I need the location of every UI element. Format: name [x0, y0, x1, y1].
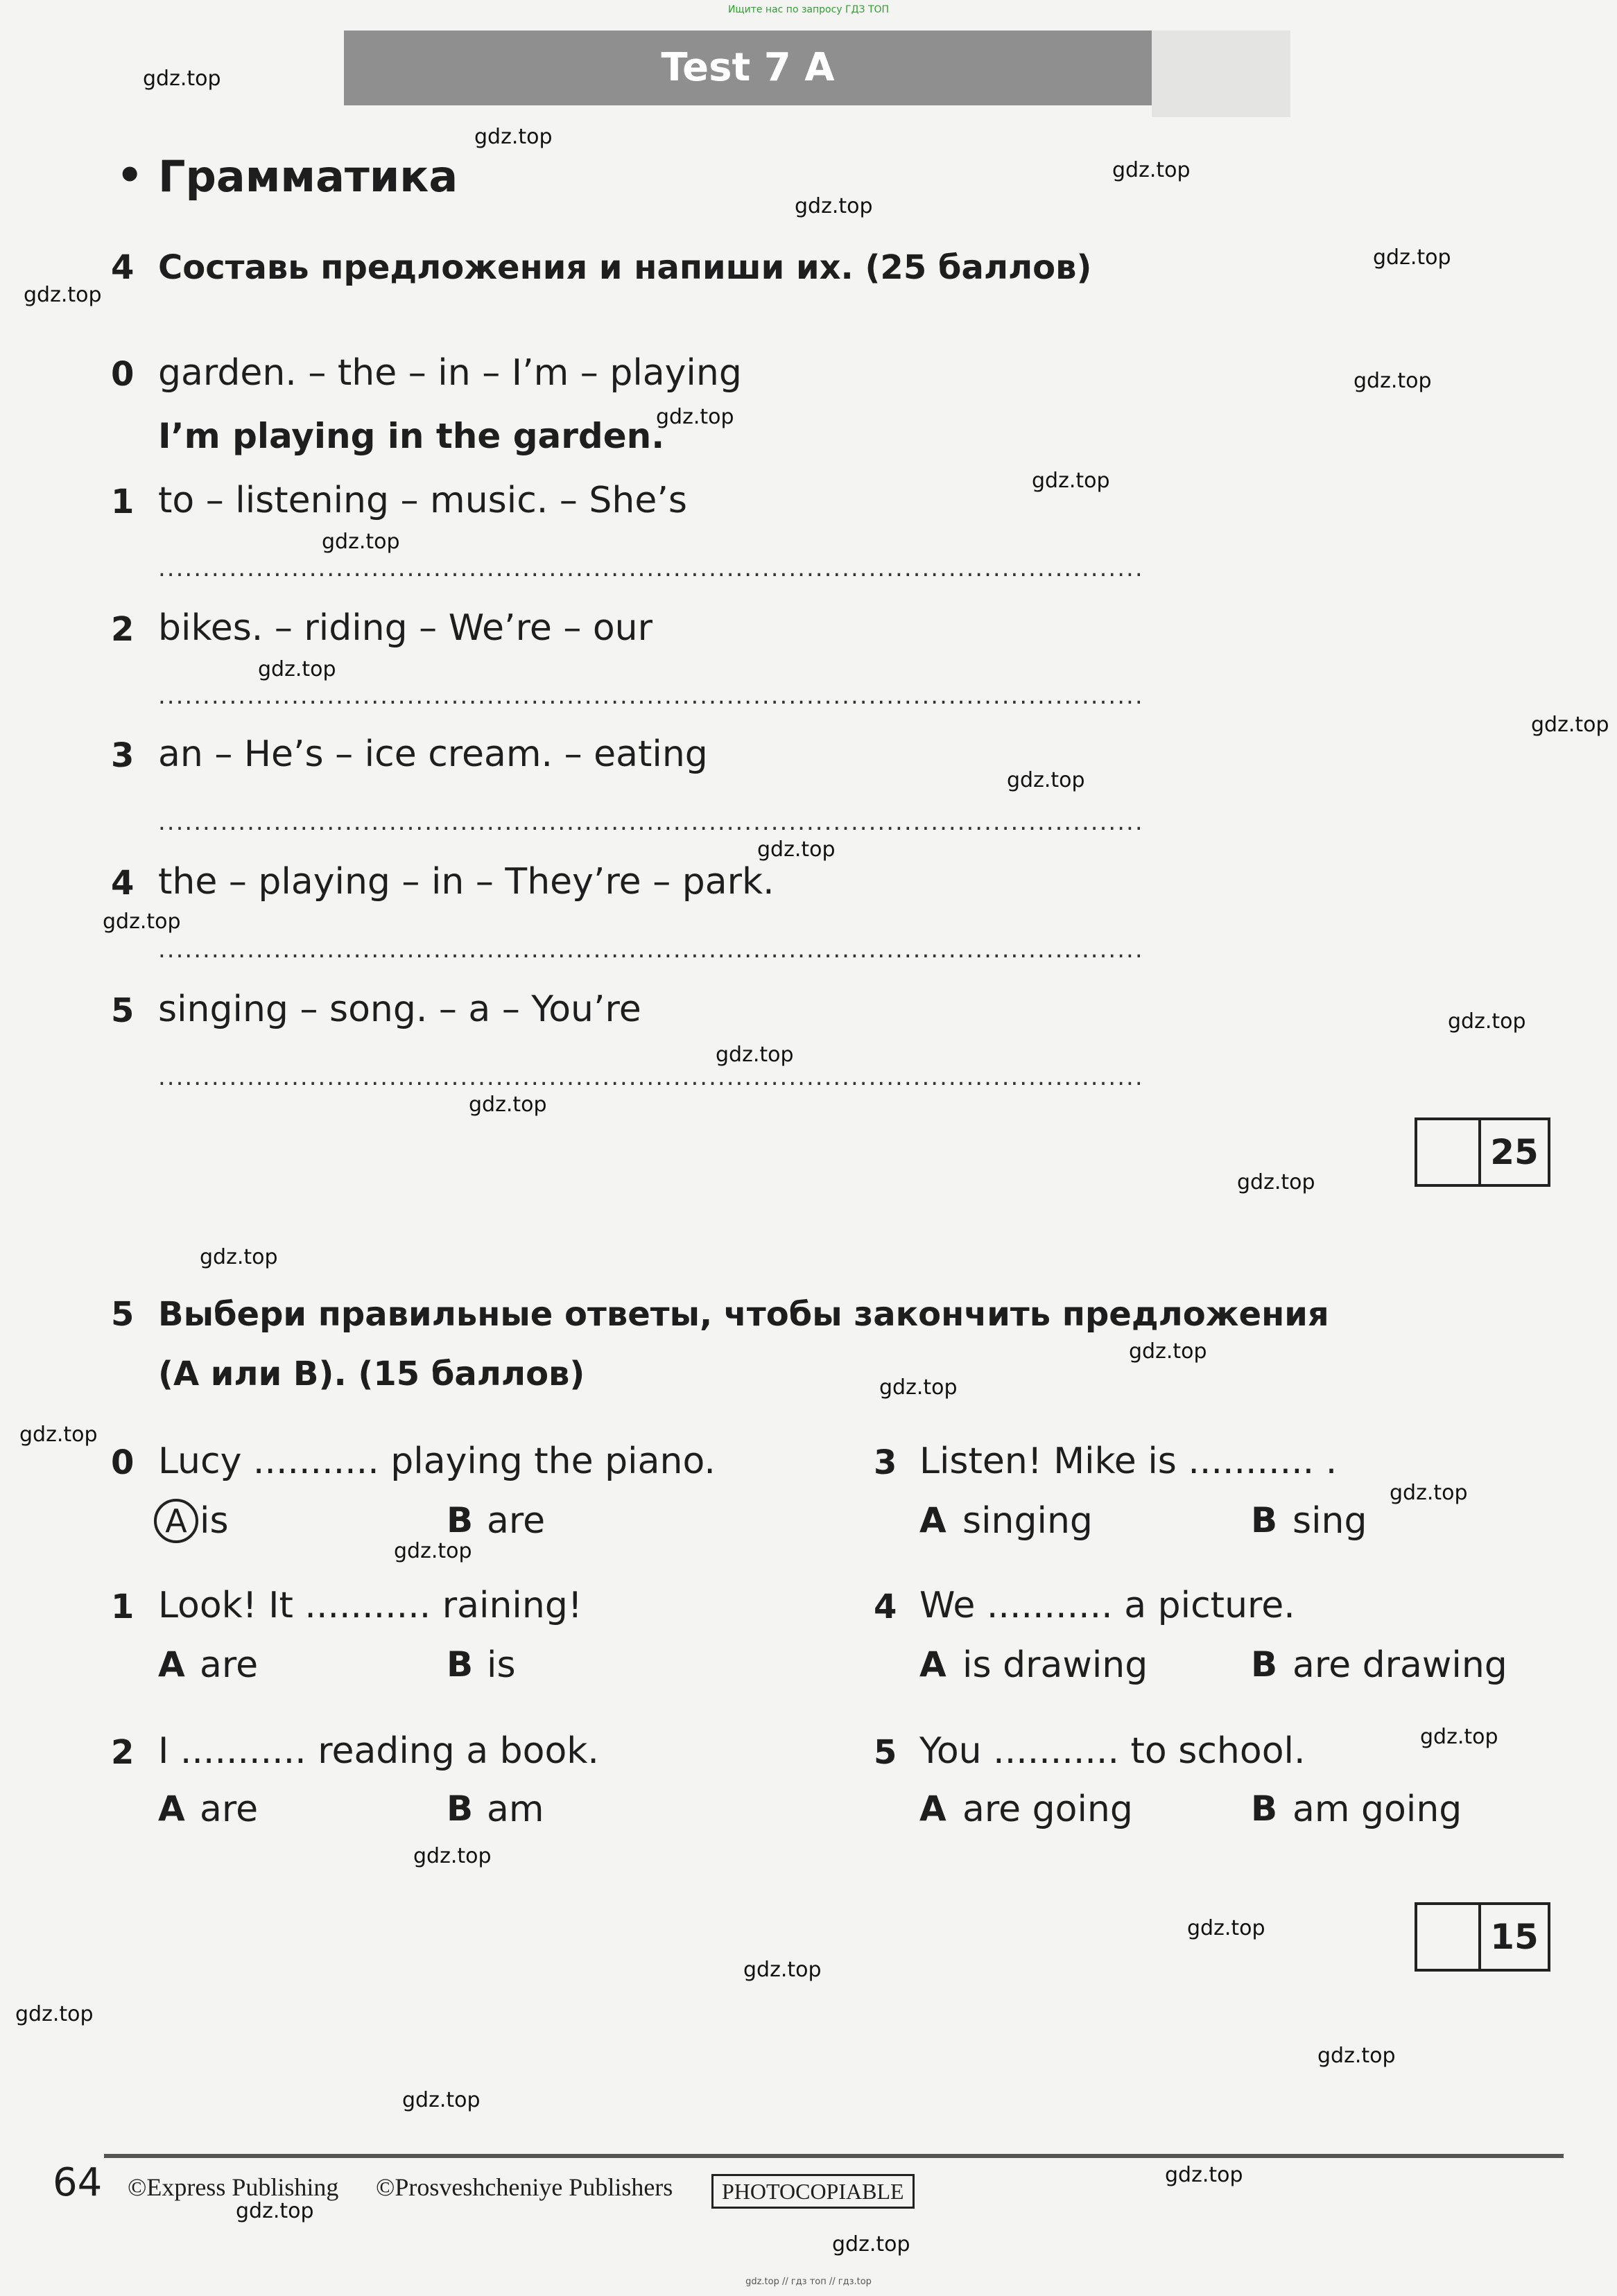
task4-number: 4 — [111, 248, 135, 287]
photocopiable-label: PHOTOCOPIABLE — [711, 2174, 915, 2209]
bottom-banner: gdz.top // гдз топ // гдз.top — [745, 2277, 872, 2287]
watermark: gdz.top — [757, 837, 836, 862]
watermark: gdz.top — [1129, 1339, 1207, 1364]
watermark: gdz.top — [795, 194, 873, 218]
watermark: gdz.top — [1373, 245, 1451, 270]
task5-item-sentence: We ........... a picture. — [919, 1585, 1295, 1626]
task4-item-words: bikes. – riding – We’re – our — [158, 607, 653, 649]
task4-title: Составь предложения и напиши их. (25 баллов) — [158, 248, 1092, 287]
test-title: Test 7 A — [344, 31, 1152, 105]
publisher-express: ©Express Publishing — [128, 2173, 339, 2201]
score-box-empty[interactable] — [1415, 1902, 1481, 1972]
task5-item-sentence: I ........... reading a book. — [158, 1730, 599, 1772]
task5-item-sentence: Lucy ........... playing the piano. — [158, 1441, 716, 1482]
task5-item-sentence: Look! It ........... raining! — [158, 1585, 582, 1626]
option-a-text: singing — [962, 1500, 1093, 1542]
watermark: gdz.top — [1354, 369, 1432, 393]
option-a-text: are — [200, 1789, 259, 1830]
watermark: gdz.top — [143, 67, 221, 91]
score-box-empty[interactable] — [1415, 1117, 1481, 1187]
task4-example-number: 0 — [111, 355, 135, 394]
section-bullet: • — [116, 151, 144, 200]
watermark: gdz.top — [236, 2199, 314, 2223]
watermark: gdz.top — [19, 1423, 98, 1447]
option-a-letter[interactable]: A — [158, 1644, 185, 1685]
option-b-text: are drawing — [1292, 1644, 1507, 1686]
task4-item-words: to – listening – music. – She’s — [158, 480, 687, 521]
watermark: gdz.top — [1420, 1725, 1498, 1749]
option-a-circled[interactable]: A — [154, 1499, 198, 1543]
option-b-text: sing — [1292, 1500, 1367, 1542]
task5-item-number: 5 — [874, 1733, 897, 1772]
watermark: gdz.top — [103, 910, 181, 934]
watermark: gdz.top — [474, 125, 553, 149]
option-b-letter[interactable]: B — [447, 1500, 474, 1540]
task5-item-number: 3 — [874, 1443, 897, 1482]
option-a-letter[interactable]: A — [919, 1789, 946, 1829]
task4-item-words: singing – song. – a – You’re — [158, 989, 641, 1030]
option-b-text: are — [487, 1500, 546, 1542]
header-shadow — [1152, 31, 1290, 117]
watermark: gdz.top — [1390, 1481, 1468, 1505]
watermark: gdz.top — [1032, 469, 1110, 493]
watermark: gdz.top — [322, 530, 400, 554]
task5-item-number: 0 — [111, 1443, 135, 1482]
option-a-letter[interactable]: A — [919, 1644, 946, 1685]
section-title: Грамматика — [158, 151, 458, 202]
watermark: gdz.top — [656, 405, 734, 429]
watermark: gdz.top — [716, 1043, 794, 1067]
watermark: gdz.top — [1007, 768, 1085, 792]
task5-item-number: 1 — [111, 1588, 135, 1626]
task4-item-number: 2 — [111, 610, 135, 649]
answer-line[interactable]: ............................................................................................................... — [158, 808, 1144, 836]
watermark: gdz.top — [15, 2002, 94, 2026]
task4-item-words: an – He’s – ice cream. – eating — [158, 733, 708, 775]
watermark: gdz.top — [469, 1093, 547, 1117]
watermark: gdz.top — [1237, 1170, 1315, 1194]
task5-title-line1: Выбери правильные ответы, чтобы закончить предложения — [158, 1295, 1329, 1334]
option-b-letter[interactable]: B — [447, 1789, 474, 1829]
option-a-text: is drawing — [962, 1644, 1148, 1686]
option-a-letter[interactable]: A — [158, 1789, 185, 1829]
footer-divider — [104, 2154, 1564, 2158]
task4-example-answer: I’m playing in the garden. — [158, 416, 665, 456]
task5-item-number: 2 — [111, 1733, 135, 1772]
task4-item-number: 4 — [111, 864, 135, 903]
watermark: gdz.top — [1187, 1916, 1265, 1940]
task5-item-number: 4 — [874, 1588, 897, 1626]
top-banner: Ищите нас по запросу ГДЗ ТОП — [727, 4, 890, 15]
watermark: gdz.top — [1317, 2044, 1396, 2068]
option-b-letter[interactable]: B — [447, 1644, 474, 1685]
task4-example-words: garden. – the – in – I’m – playing — [158, 352, 742, 394]
task5-item-sentence: Listen! Mike is ........... . — [919, 1441, 1338, 1482]
option-a-text: are going — [962, 1789, 1133, 1830]
page-number: 64 — [53, 2160, 103, 2205]
watermark: gdz.top — [258, 657, 336, 681]
task4-item-number: 3 — [111, 736, 135, 775]
option-a-letter[interactable]: A — [919, 1500, 946, 1540]
publisher-prosveshcheniye: ©Prosveshcheniye Publishers — [376, 2173, 673, 2201]
watermark: gdz.top — [1448, 1009, 1526, 1034]
option-b-letter[interactable]: B — [1251, 1789, 1278, 1829]
task4-item-number: 5 — [111, 991, 135, 1030]
task4-score: 25 — [1478, 1117, 1550, 1187]
option-b-text: is — [487, 1644, 516, 1686]
watermark: gdz.top — [1165, 2163, 1243, 2187]
watermark: gdz.top — [743, 1958, 822, 1982]
task5-title-line2: (A или B). (15 баллов) — [158, 1355, 585, 1393]
option-b-text: am going — [1292, 1789, 1462, 1830]
watermark: gdz.top — [832, 2232, 910, 2256]
watermark: gdz.top — [402, 2088, 481, 2112]
answer-line[interactable]: ............................................................................................................... — [158, 682, 1144, 710]
option-b-text: am — [487, 1789, 544, 1830]
watermark: gdz.top — [879, 1375, 958, 1400]
task5-item-sentence: You ........... to school. — [919, 1730, 1306, 1772]
watermark: gdz.top — [413, 1844, 492, 1868]
watermark: gdz.top — [1112, 158, 1191, 182]
watermark: gdz.top — [1531, 713, 1609, 737]
task4-item-words: the – playing – in – They’re – park. — [158, 861, 775, 903]
option-a-text: are — [200, 1644, 259, 1686]
watermark: gdz.top — [24, 283, 102, 307]
option-b-letter[interactable]: B — [1251, 1500, 1278, 1540]
task5-score: 15 — [1478, 1902, 1550, 1972]
watermark: gdz.top — [394, 1539, 472, 1563]
answer-line[interactable]: ............................................................................................................... — [158, 936, 1144, 964]
task5-number: 5 — [111, 1295, 135, 1334]
watermark: gdz.top — [200, 1245, 278, 1269]
task4-item-number: 1 — [111, 482, 135, 521]
option-a-text: is — [200, 1500, 229, 1542]
option-b-letter[interactable]: B — [1251, 1644, 1278, 1685]
answer-line[interactable]: ............................................................................................................... — [158, 1063, 1144, 1091]
answer-line[interactable]: ............................................................................................................... — [158, 555, 1144, 582]
